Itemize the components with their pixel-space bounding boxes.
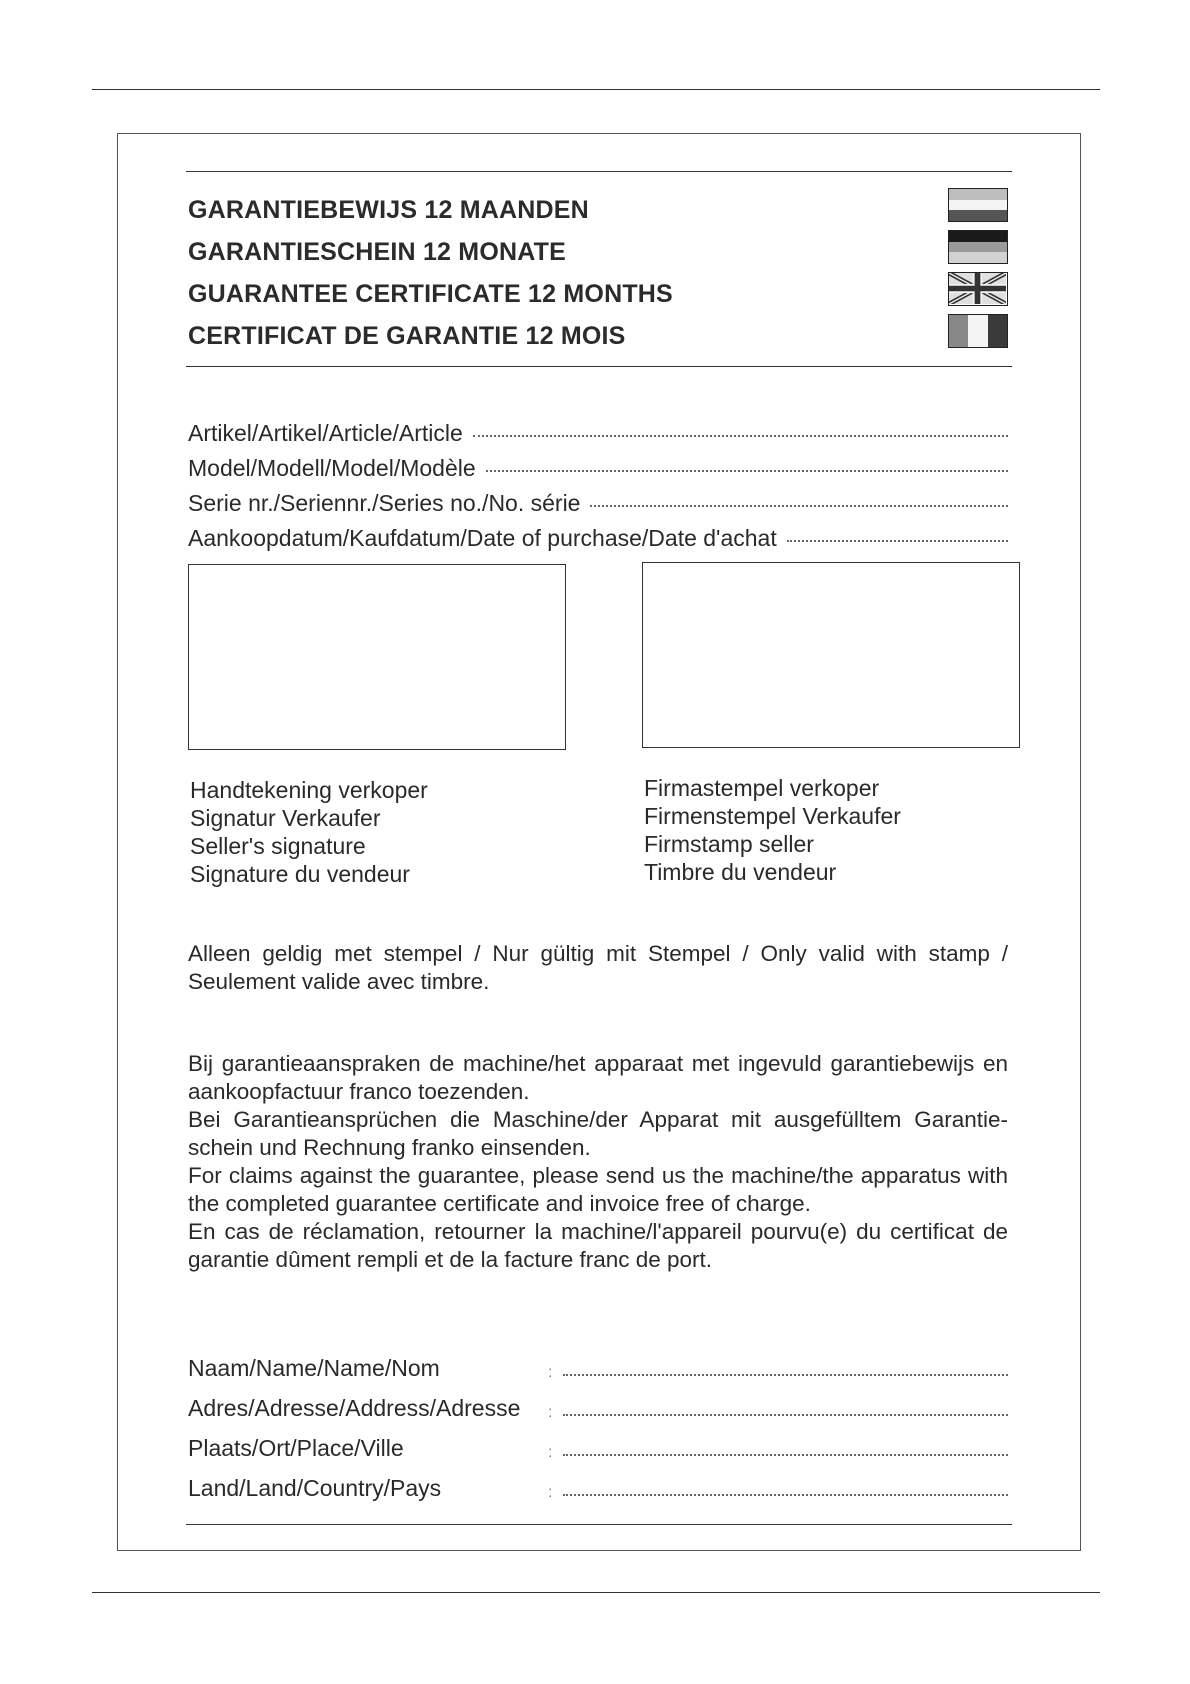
claims-french: En cas de réclamation, retourner la machine/l'appareil pourvu(e) du certificat de garantie dûment rempli et de la facture franc de port. <box>188 1219 1008 1272</box>
model-label: Model/Modell/Model/Modèle <box>188 455 476 481</box>
address-bottom-rule <box>186 1524 1012 1525</box>
company-stamp-box[interactable] <box>642 562 1020 748</box>
validity-note-text: Alleen geldig met stempel / Nur gültig mit Stempel / Only valid with stamp / Seulement valide avec timbre. <box>188 941 1008 994</box>
flag-france-icon <box>948 314 1008 348</box>
place-field[interactable] <box>188 1432 1008 1466</box>
validity-note <box>188 940 1008 996</box>
article-fill-line[interactable] <box>473 435 1008 437</box>
country-label: Land/Land/Country/Pays <box>188 1475 442 1501</box>
serial-number-field[interactable] <box>188 490 1008 517</box>
stamp-caption-french: Timbre du vendeur <box>644 859 837 885</box>
address-fill-line[interactable] <box>563 1414 1008 1416</box>
claims-instructions <box>188 1050 1008 1274</box>
country-fill-line[interactable] <box>563 1494 1008 1496</box>
address-label: Adres/Adresse/Address/Adresse <box>188 1395 521 1421</box>
stamp-caption-dutch: Firmastempel verkoper <box>644 775 880 801</box>
claims-dutch: Bij garantieaanspraken de machine/het apparaat met ingevuld garantiebewijs en aankoopfactuur franco toezenden. <box>188 1051 1008 1104</box>
purchase-date-field[interactable] <box>188 525 1008 552</box>
name-label: Naam/Name/Name/Nom <box>188 1355 440 1381</box>
article-field[interactable] <box>188 420 1008 447</box>
place-separator: : <box>548 1444 553 1461</box>
union-jack-graphic <box>949 273 1006 304</box>
place-fill-line[interactable] <box>563 1454 1008 1456</box>
serial-number-fill-line[interactable] <box>590 505 1008 507</box>
stamp-caption-german: Firmenstempel Verkaufer <box>644 803 901 829</box>
model-fill-line[interactable] <box>486 470 1008 472</box>
signature-caption-english: Seller's signature <box>190 833 366 859</box>
title-bottom-rule <box>186 366 1012 367</box>
country-separator: : <box>548 1484 553 1501</box>
serial-number-label: Serie nr./Seriennr./Series no./No. série <box>188 490 581 516</box>
model-field[interactable] <box>188 455 1008 482</box>
name-fill-line[interactable] <box>563 1374 1008 1376</box>
page-bottom-rule <box>92 1592 1100 1593</box>
company-stamp-caption <box>644 774 901 886</box>
flag-germany-icon <box>948 230 1008 264</box>
flag-united-kingdom-icon <box>948 272 1008 306</box>
name-separator: : <box>548 1364 553 1381</box>
address-separator: : <box>548 1404 553 1421</box>
title-top-rule <box>186 171 1012 172</box>
place-label: Plaats/Ort/Place/Ville <box>188 1435 404 1461</box>
title-french: CERTIFICAT DE GARANTIE 12 MOIS <box>188 322 626 350</box>
claims-english: For claims against the guarantee, please send us the machine/the apparatus with the completed guarantee certificate and invoice free of charge. <box>188 1163 1008 1216</box>
address-field[interactable] <box>188 1392 1008 1426</box>
country-field[interactable] <box>188 1472 1008 1506</box>
title-dutch: GARANTIEBEWIJS 12 MAANDEN <box>188 196 589 224</box>
purchase-date-fill-line[interactable] <box>787 540 1008 542</box>
stamp-caption-english: Firmstamp seller <box>644 831 814 857</box>
title-german: GARANTIESCHEIN 12 MONATE <box>188 238 566 266</box>
signature-caption-french: Signature du vendeur <box>190 861 410 887</box>
seller-signature-box[interactable] <box>188 564 566 750</box>
page-top-rule <box>92 89 1100 90</box>
signature-caption-dutch: Handtekening verkoper <box>190 777 428 803</box>
title-english: GUARANTEE CERTIFICATE 12 MONTHS <box>188 280 673 308</box>
seller-signature-caption <box>190 776 428 888</box>
claims-german: Bei Garantieansprüchen die Maschine/der Apparat mit ausgefülltem Garantie-schein und Rechnung franko einsenden. <box>188 1107 1008 1160</box>
signature-caption-german: Signatur Verkaufer <box>190 805 381 831</box>
article-label: Artikel/Artikel/Article/Article <box>188 420 463 446</box>
flag-netherlands-icon <box>948 188 1008 222</box>
name-field[interactable] <box>188 1352 1008 1386</box>
purchase-date-label: Aankoopdatum/Kaufdatum/Date of purchase/Date d'achat <box>188 525 777 551</box>
